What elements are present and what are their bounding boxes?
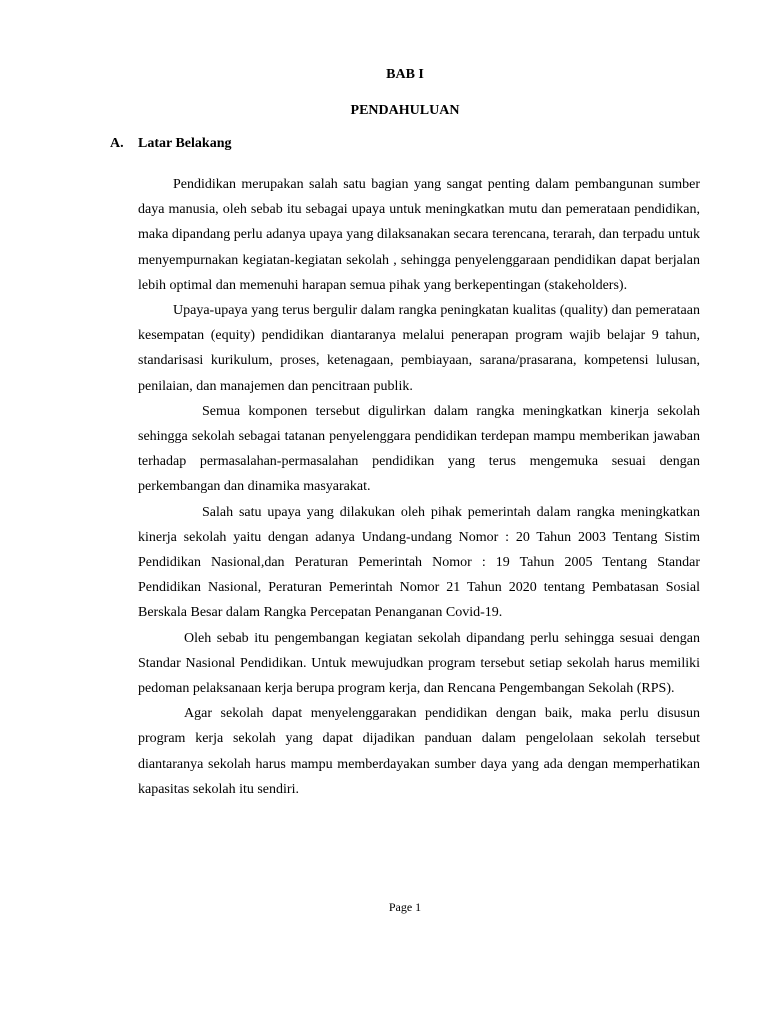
chapter-title: PENDAHULUAN: [350, 103, 460, 118]
paragraph: Agar sekolah dapat menyelenggarakan pendidikan dengan baik, maka perlu disusun program kerja sekolah yang dapat dijadikan panduan dalam pengelolaan sekolah tersebut diantaranya sekolah harus mampu memberdayakan sumber daya yang ada dengan memperhatikan kapasitas sekolah itu sendiri.: [138, 706, 700, 797]
section-title: Latar Belakang: [138, 136, 232, 151]
paragraph: Pendidikan merupakan salah satu bagian yang sangat penting dalam pembangunan sumber daya manusia, oleh sebab itu sebagai upaya untuk meningkatkan mutu dan pemerataan pendidikan, maka dipandang perlu adanya upaya yang dilaksanakan secara terencana, terarah, dan terpadu untuk menyempurnakan kegiatan-kegiatan sekolah , sehingga penyelenggaraan pendidikan dapat berjalan lebih optimal dan memenuhi harapan semua pihak yang berkepentingan (stakeholders).: [138, 177, 700, 293]
paragraph: Semua komponen tersebut digulirkan dalam rangka meningkatkan kinerja sekolah sehingga sekolah sebagai tatanan penyelenggara pendidikan terdepan mampu memberikan jawaban terhadap permasalahan-permasalahan pendidikan yang terus mengemuka sesuai dengan perkembangan dan dinamika masyarakat.: [138, 403, 700, 495]
paragraph: Salah satu upaya yang dilakukan oleh pihak pemerintah dalam rangka meningkatkan kinerja sekolah yaitu dengan adanya Undang-undang Nomor : 20 Tahun 2003 Tentang Sistim Pendidikan Nasional,dan Peraturan Pemerintah Nomor : 19 Tahun 2005 Tentang Standar Pendidikan Nasional, Peraturan Pemerintah Nomor 21 Tahun 2020 tentang Pembatasan Sosial Berskala Besar dalam Rangka Percepatan Penanganan Covid-19.: [138, 504, 700, 621]
paragraph: Upaya-upaya yang terus bergulir dalam rangka peningkatan kualitas (quality) dan pemerataan kesempatan (equity) pendidikan diantaranya melalui penerapan program wajib belajar 9 tahun, standarisasi kurikulum, proses, ketenagaan, pembiayaan, sarana/prasarana, kompetensi lulusan, penilaian, dan manajemen dan pencitraan publik.: [138, 303, 700, 394]
page-footer: Page 1: [388, 900, 422, 914]
section-number: A.: [110, 136, 124, 151]
body-text: [138, 172, 700, 802]
section-heading: [110, 136, 231, 152]
paragraph: Oleh sebab itu pengembangan kegiatan sekolah dipandang perlu sehingga sesuai dengan Standar Nasional Pendidikan. Untuk mewujudkan program tersebut setiap sekolah harus memiliki pedoman pelaksanaan kerja berupa program kerja, dan Rencana Pengembangan Sekolah (RPS).: [138, 630, 700, 697]
chapter-label: BAB I: [386, 67, 424, 82]
